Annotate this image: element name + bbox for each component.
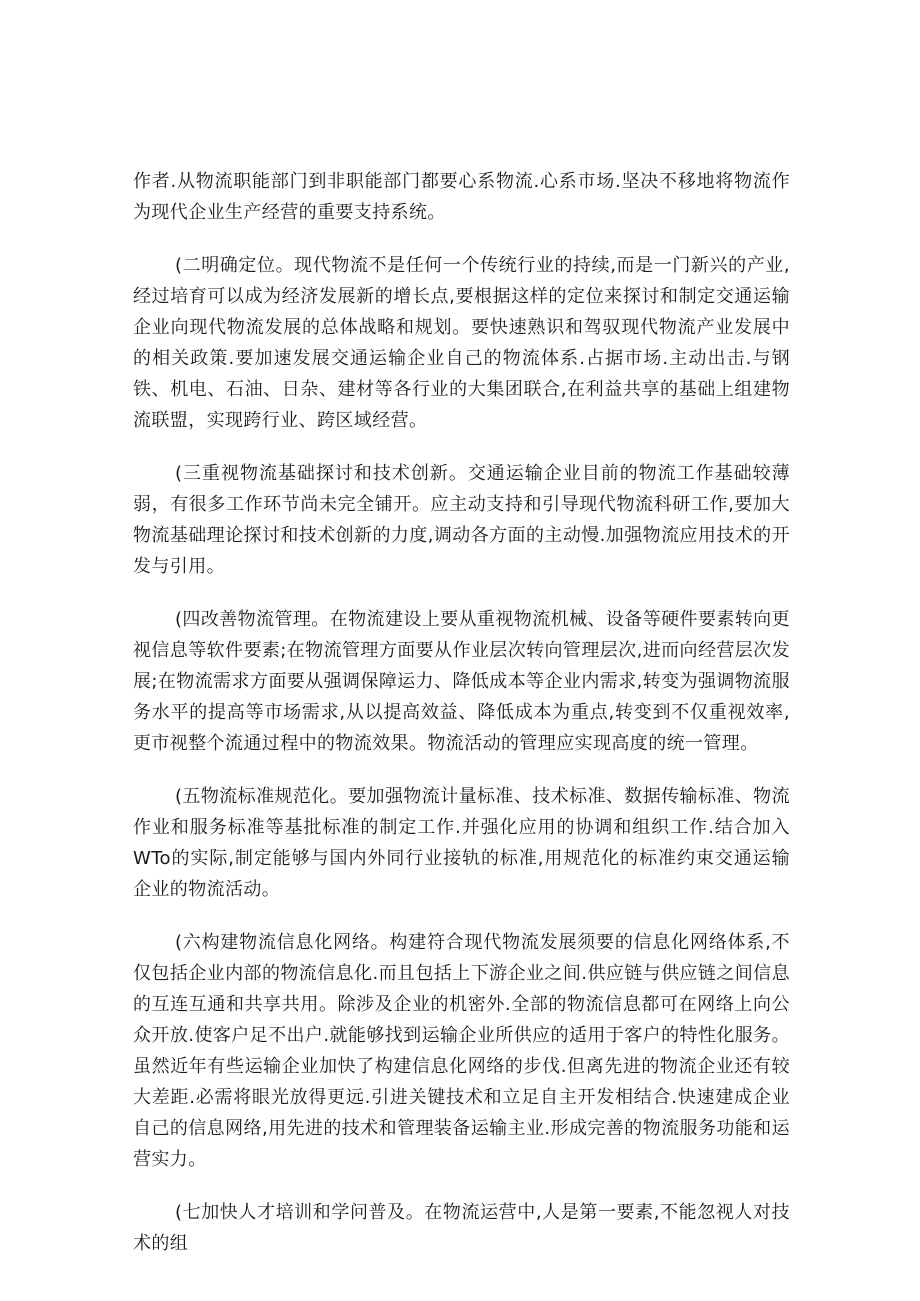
paragraph-talent-training: (七加快人才培训和学问普及。在物流运营中,人是第一要素,不能忽视人对技术的组 [133,1202,790,1254]
paragraph-standardization: (五物流标准规范化。要加强物流计量标准、技术标准、数据传输标准、物流作业和服务标准等基批标准的制定工作.并强化应用的协调和组织工作.结合加入WTo的实际,制定能够与国内外同行业接轨的标准,用规范化的标准约束交通运输企业的物流活动。 [133,786,790,900]
paragraph-information-network: (六构建物流信息化网络。构建符合现代物流发展须要的信息化网络体系,不仅包括企业内部的物流信息化.而且包括上下游企业之间.供应链与供应链之间信息的互连互通和共享共用。除涉及企业的机密外.全部的物流信息都可在网络上向公众开放.使客户足不出户.就能够找到运输企业所供应的适用于客户的特性化服务。虽然近年有些运输企业加快了构建信息化网络的步伐.但离先进的物流企业还有较大差距.必需将眼光放得更远.引进关键技术和立足自主开发相结合.快速建成企业自己的信息网络,用先进的技术和管理装备运输主业.形成完善的物流服务功能和运营实力。 [133,932,790,1170]
paragraph-positioning: (二明确定位。现代物流不是任何一个传统行业的持续,而是一门新兴的产业,经过培育可以成为经济发展新的增长点,要根据这样的定位来探讨和制定交通运输企业向现代物流发展的总体战略和规划。要快速熟识和驾驭现代物流产业发展中的相关政策.要加速发展交通运输企业自己的物流体系.占据市场.主动出击.与钢铁、机电、石油、日杂、建材等各行业的大集团联合,在利益共享的基础上组建物流联盟，实现跨行业、跨区域经营。 [133,255,790,431]
paragraph-continuation: 作者.从物流职能部门到非职能部门都要心系物流.心系市场.坚决不移地将物流作为现代企业生产经营的重要支持系统。 [133,171,790,223]
paragraph-research-innovation: (三重视物流基础探讨和技术创新。交通运输企业目前的物流工作基础较薄弱，有很多工作环节尚未完全铺开。应主动支持和引导现代物流科研工作,要加大物流基础理论探讨和技术创新的力度,调动各方面的主动慢.加强物流应用技术的开发与引用。 [133,463,790,577]
paragraph-management: (四改善物流管理。在物流建设上要从重视物流机械、设备等硬件要素转向更视信息等软件要素;在物流管理方面要从作业层次转向管理层次,进而向经营层次发展;在物流需求方面要从强调保障运力、降低成本等企业内需求,转变为强调物流服务水平的提高等市场需求,从以提高效益、降低成本为重点,转变到不仅重视效率,更市视整个流通过程中的物流效果。物流活动的管理应实现高度的统一管理。 [133,609,790,754]
document-body [133,166,790,1281]
